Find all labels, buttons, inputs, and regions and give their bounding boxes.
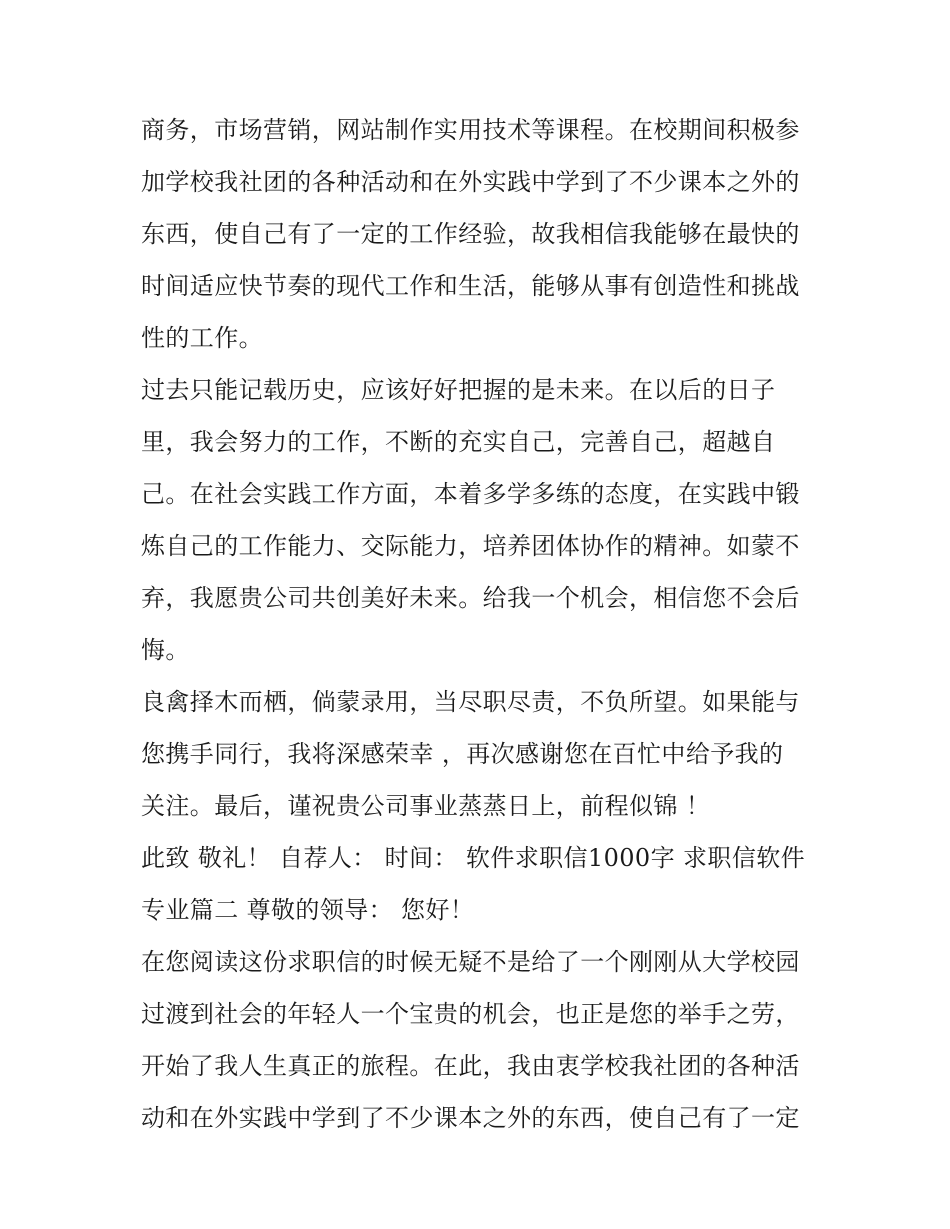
text-line: 弃，我愿贵公司共创美好未来。给我一个机会，相信您不会后 — [141, 584, 800, 612]
text-line: 开始了我人生真正的旅程。在此，我由衷学校我社团的各种活 — [141, 1052, 800, 1080]
text-line: 专业篇二 尊敬的领导： 您好！ — [141, 896, 475, 924]
text-line: 良禽择木而栖，倘蒙录用，当尽职尽责，不负所望。如果能与 — [141, 688, 800, 716]
text-line: 性的工作。 — [141, 324, 263, 352]
text-line: 东西，使自己有了一定的工作经验，故我相信我能够在最快的 — [141, 220, 800, 248]
text-line: 里，我会努力的工作，不断的充实自己，完善自己，超越自 — [141, 428, 776, 456]
document-body — [141, 104, 821, 1144]
text-line: 炼自己的工作能力、交际能力，培养团体协作的精神。如蒙不 — [141, 532, 800, 560]
text-line: 过渡到社会的年轻人一个宝贵的机会，也正是您的举手之劳， — [141, 1000, 800, 1028]
text-line: 过去只能记载历史，应该好好把握的是未来。在以后的日子 — [141, 376, 776, 404]
text-line: 关注。最后，谨祝贵公司事业蒸蒸日上，前程似锦 ！ — [141, 792, 711, 820]
text-line: 时间适应快节奏的现代工作和生活，能够从事有创造性和挑战 — [141, 272, 800, 300]
text-line: 商务，市场营销，网站制作实用技术等课程。在校期间积极参 — [141, 116, 800, 144]
text-line: 您携手同行，我将深感荣幸 ，再次感谢您在百忙中给予我的 — [141, 740, 784, 768]
text-line: 己。在社会实践工作方面，本着多学多练的态度，在实践中锻 — [141, 480, 800, 508]
text-line: 此致 敬礼！ 自荐人： 时间： 软件求职信1000字 求职信软件 — [141, 844, 806, 872]
text-line: 动和在外实践中学到了不少课本之外的东西，使自己有了一定 — [141, 1104, 800, 1132]
text-line: 在您阅读这份求职信的时候无疑不是给了一个刚刚从大学校园 — [141, 948, 800, 976]
text-line: 加学校我社团的各种活动和在外实践中学到了不少课本之外的 — [141, 168, 800, 196]
text-line: 悔。 — [141, 636, 190, 664]
